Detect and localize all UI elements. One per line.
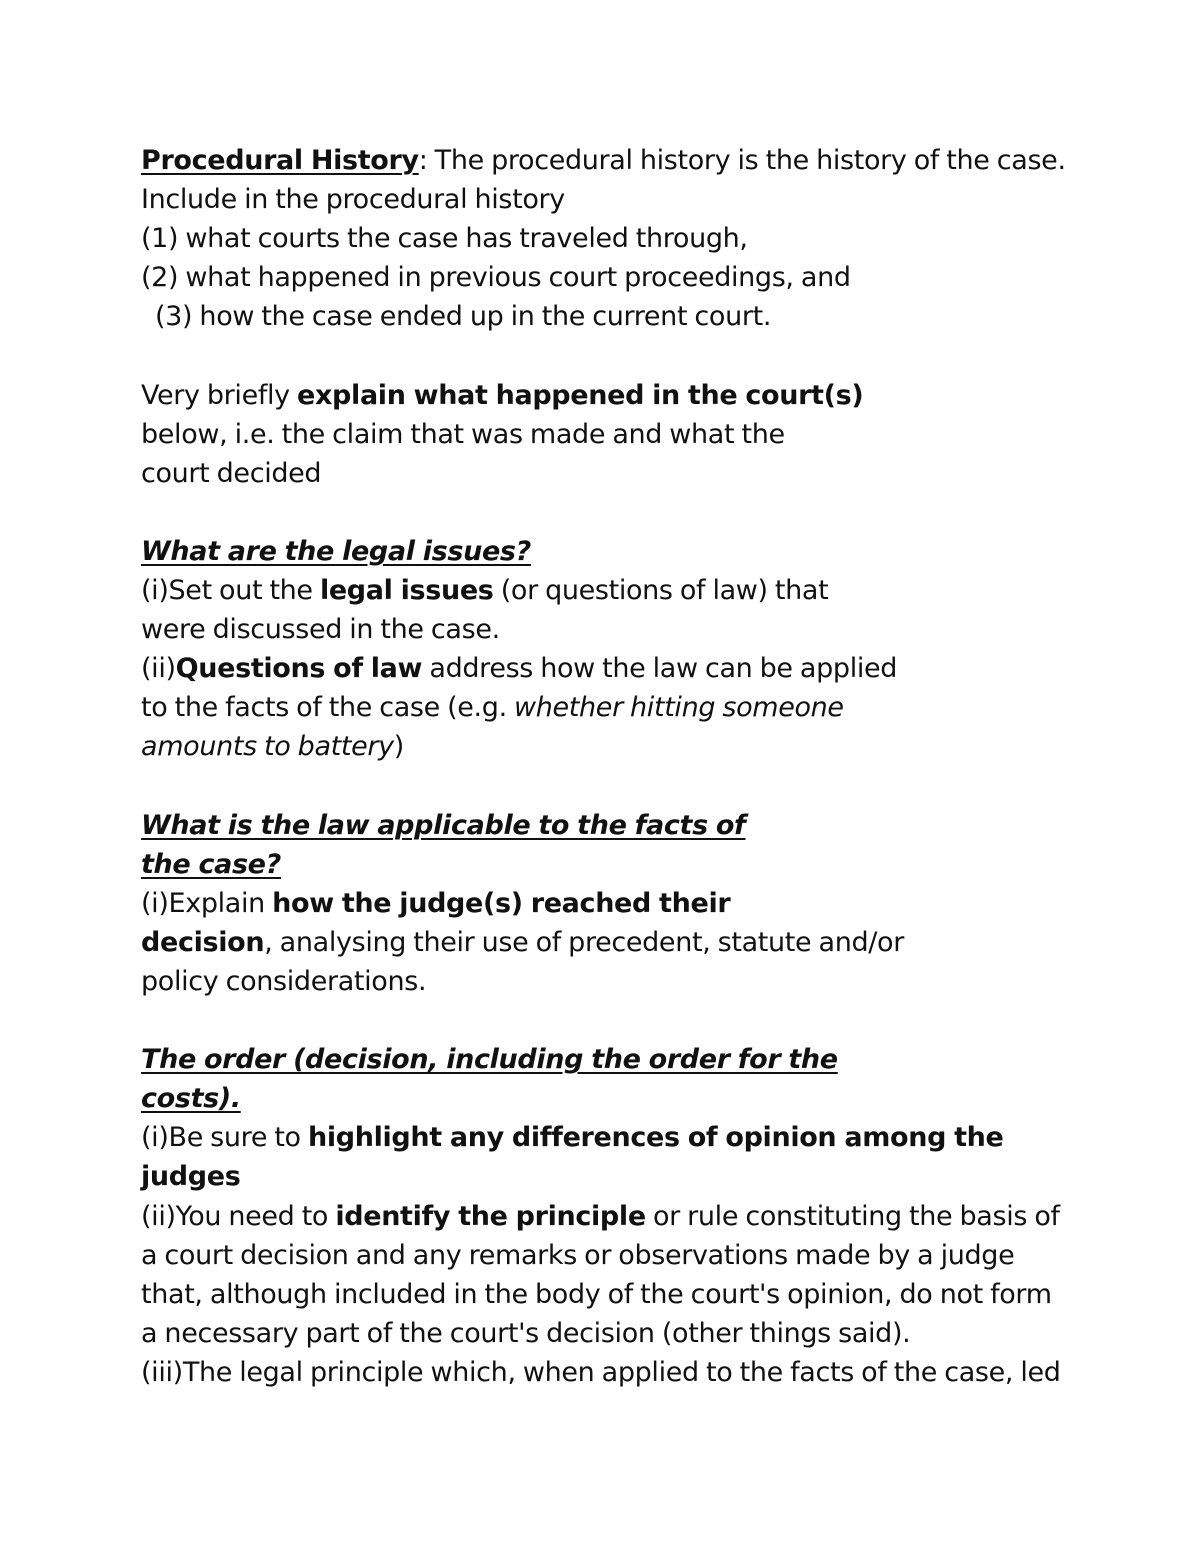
order-ii-bold: identify the principle	[335, 1200, 646, 1232]
legal-issues-ii-line3	[141, 727, 1071, 766]
applicable-law-i-line2-bold: decision	[141, 926, 265, 958]
order-i-prefix: (i)Be sure to	[141, 1122, 308, 1154]
applicable-law-heading-line1	[141, 806, 1071, 845]
applicable-law-i-line2-rest: , analysing their use of precedent, statute and/or	[264, 926, 904, 958]
legal-issues-i-rest: (or questions of law) that	[493, 575, 829, 607]
legal-issues-i-line2: were discussed in the case.	[141, 614, 500, 646]
procedural-history-heading: Procedural History	[141, 145, 419, 176]
legal-issues-i-bold: legal issues	[319, 575, 494, 607]
explain-line3: court decided	[141, 457, 322, 489]
legal-issues-ii-line1	[141, 649, 1071, 688]
legal-issues-ii-line3-italic: amounts to battery	[141, 731, 394, 763]
legal-issues-heading-line	[141, 532, 1071, 571]
legal-issues-ii-bold: Questions of law	[175, 653, 423, 685]
legal-issues-ii-line2	[141, 688, 1071, 727]
applicable-law-i-bold: how the judge(s) reached their	[272, 887, 731, 919]
procedural-history-item3: (3) how the case ended up in the current court.	[155, 301, 772, 333]
order-i-line2-bold: judges	[141, 1161, 241, 1193]
explain-line1	[141, 376, 1071, 415]
order-heading-1: The order (decision, including the order for the	[141, 1044, 838, 1076]
order-iii-line1: (iii)The legal principle which, when applied to the facts of the case, led	[141, 1356, 1061, 1388]
procedural-history-line1	[141, 141, 1071, 180]
order-ii-rest: or rule constituting the basis of	[645, 1200, 1060, 1232]
order-ii-line4: a necessary part of the court's decision (other things said).	[141, 1317, 911, 1349]
applicable-law-i-line1	[141, 884, 1071, 923]
order-heading-line2	[141, 1079, 1071, 1118]
legal-issues-ii-prefix: (ii)	[141, 653, 176, 685]
order-ii-line3: that, although included in the body of the court's opinion, do not form	[141, 1278, 1052, 1310]
legal-issues-i-prefix: (i)Set out the	[141, 575, 320, 607]
explain-bold: explain what happened in the court(s)	[297, 379, 864, 411]
order-heading-2: costs).	[141, 1083, 241, 1115]
procedural-history-item1: (1) what courts the case has traveled through,	[141, 223, 748, 255]
applicable-law-heading-line2	[141, 845, 1071, 884]
order-ii-prefix: (ii)You need to	[141, 1200, 336, 1232]
legal-issues-heading: What are the legal issues?	[141, 535, 531, 567]
explain-lead: Very briefly	[141, 379, 298, 411]
legal-issues-ii-rest: address how the law can be applied	[422, 653, 898, 685]
order-i-line1	[141, 1118, 1071, 1157]
legal-issues-ii-line2-plain: to the facts of the case (e.g.	[141, 692, 515, 724]
order-i-line2	[141, 1157, 1071, 1196]
legal-issues-ii-line3-close: )	[393, 731, 404, 763]
procedural-history-line2: Include in the procedural history	[141, 184, 565, 216]
document-body	[141, 141, 1071, 1392]
order-ii-line2: a court decision and any remarks or observations made by a judge	[141, 1239, 1015, 1271]
procedural-history-item2: (2) what happened in previous court proceedings, and	[141, 262, 851, 294]
explain-line2: below, i.e. the claim that was made and what the	[141, 418, 785, 450]
applicable-law-heading-1: What is the law applicable to the facts of	[141, 809, 746, 841]
order-heading-line1	[141, 1040, 1071, 1079]
applicable-law-heading-2: the case?	[141, 848, 281, 880]
applicable-law-i-line2	[141, 923, 1071, 962]
legal-issues-ii-line2-italic: whether hitting someone	[514, 692, 844, 724]
procedural-history-intro: : The procedural history is the history of the case.	[418, 145, 1066, 176]
legal-issues-i-line1	[141, 571, 1071, 610]
order-ii-line1	[141, 1197, 1071, 1236]
applicable-law-i-line3: policy considerations.	[141, 965, 427, 997]
applicable-law-i-prefix: (i)Explain	[141, 887, 273, 919]
order-i-bold: highlight any differences of opinion among the	[307, 1122, 1004, 1154]
